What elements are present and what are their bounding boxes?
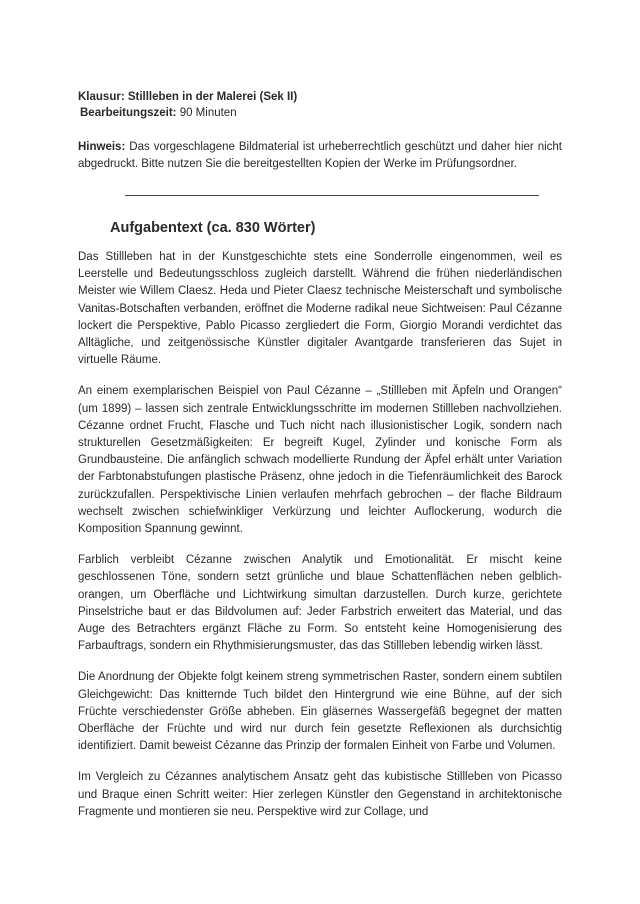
hint-paragraph xyxy=(78,139,562,173)
time-info xyxy=(80,105,562,121)
time-value: 90 Minuten xyxy=(176,107,237,119)
hint-label: Hinweis: xyxy=(78,141,126,153)
paragraph-5: Im Vergleich zu Cézannes analytischem Ansatz geht das kubistische Stillleben von Picasso und Braque einen Schritt weiter: Hier zerlegen Künstler den Gegenstand in architektonische Fragmente und montieren sie neu. Perspektive wird zur Collage, und xyxy=(78,771,562,818)
paragraph-1: Das Stillleben hat in der Kunstgeschichte stets eine Sonderrolle eingenommen, weil es Leerstelle und Bedeutungsschloss zugleich darstellt. Während die frühen niederländischen Meister wie Willem Claesz. Heda und Pieter Claesz technische Meisterschaft und symbolische Vanitas-Botschaften verbanden, eröffnet die Moderne radikal neue Sichtweisen: Paul Cézanne lockert die Perspektive, Pablo Picasso zergliedert die Form, Giorgio Morandi verdichtet das Alltägliche, und zeitgenössische Künstler digitaler Avantgarde transferieren das Sujet in virtuelle Räume. xyxy=(78,251,562,367)
paragraph-3: Farblich verbleibt Cézanne zwischen Analytik und Emotionalität. Er mischt keine geschlossenen Töne, sondern setzt grünliche und blaue Schattenflächen neben gelblich-orangen, um Oberfläche und Lichtwirkung simultan darzustellen. Durch kurze, gerichtete Pinselstriche baut er das Bildvolumen auf: Jeder Farbstrich erweitert das Material, und das Auge des Betrachters ergänzt Fläche zu Form. So entsteht keine Homogenisierung des Farbauftrags, sondern ein Rhythmisierungsmuster, das das Stillleben lebendig wirken lässt. xyxy=(78,554,562,653)
section-heading: Aufgabentext (ca. 830 Wörter) xyxy=(110,220,316,236)
divider-line xyxy=(125,195,539,196)
paragraph-2: An einem exemplarischen Beispiel von Paul Cézanne – „Stillleben mit Äpfeln und Orangen“ (um 1899) – lassen sich zentrale Entwicklungsschritte im modernen Stillleben nachvollziehen. Cézanne ordnet Frucht, Flasche und Tuch nicht nach illusionistischer Logik, sondern nach strukturellen Gesetzmäßigkeiten: Er begreift Kugel, Zylinder und konische Form als Grundbausteine. Die anfänglich schwach modellierte Rundung der Äpfel erhält unter Variation der Farbtonabstufungen plastische Präsenz, ohne jedoch in die Tiefenräumlichkeit des Barock zurückzufallen. Perspektivische Linien verlaufen mehrfach gebrochen – der flache Bildraum wechselt zwischen schiefwinkliger Verkürzung und leichter Auflockerung, wodurch die Komposition Spannung gewinnt. xyxy=(78,385,562,536)
body-text xyxy=(78,249,562,821)
exam-title: Klausur: Stillleben in der Malerei (Sek II) xyxy=(78,91,298,103)
hint-text: Das vorgeschlagene Bildmaterial ist urheberrechtlich geschützt und daher hier nicht abgedruckt. Bitte nutzen Sie die bereitgestellten Kopien der Werke im Prüfungsordner. xyxy=(78,141,562,170)
time-label: Bearbeitungszeit: xyxy=(80,107,177,119)
paragraph-4: Die Anordnung der Objekte folgt keinem streng symmetrischen Raster, sondern einem subtilen Gleichgewicht: Das knitternde Tuch bildet den Hintergrund wie eine Bühne, auf der sich Früchte verschiedenster Größe abheben. Ein gläsernes Wassergefäß begegnet der matten Oberfläche der Früchte und wird nur durch fein gesetzte Reflexionen als durchsichtig identifiziert. Damit beweist Cézanne das Prinzip der formalen Einheit von Farbe und Volumen. xyxy=(78,671,562,753)
